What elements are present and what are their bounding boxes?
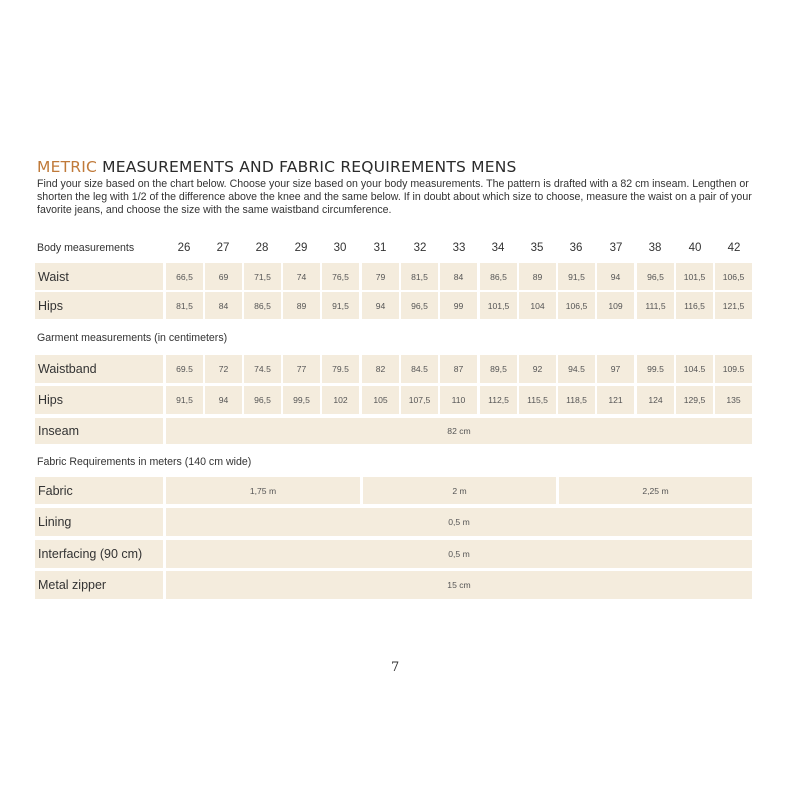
table-cell: 102 (322, 386, 359, 414)
table-cell: 74 (283, 263, 320, 290)
table-cell: 91,5 (166, 386, 203, 414)
size-label: 37 (609, 242, 623, 254)
inseam-label: Inseam (35, 418, 163, 444)
size-label: 28 (255, 242, 269, 254)
table-cell: 89,5 (480, 355, 517, 383)
table-cell: 71,5 (244, 263, 281, 290)
table-cell: 94 (205, 386, 242, 414)
table-cell: 79.5 (322, 355, 359, 383)
page-title (37, 158, 517, 176)
row-label: Waistband (35, 355, 163, 383)
metal-zipper-label: Metal zipper (35, 571, 163, 599)
table-cell: 66,5 (166, 263, 203, 290)
table-cell: 86,5 (480, 263, 517, 290)
size-label: 40 (688, 242, 702, 254)
size-label: 31 (373, 242, 387, 254)
table-cell: 135 (715, 386, 752, 414)
table-cell: 79 (362, 263, 399, 290)
table-cell: 94 (597, 263, 634, 290)
fabric-value-1: 1,75 m (166, 477, 360, 504)
table-cell: 129,5 (676, 386, 713, 414)
fabric-value-3: 2,25 m (559, 477, 752, 504)
table-cell: 99 (440, 292, 477, 319)
table-cell: 96,5 (401, 292, 438, 319)
table-cell: 74.5 (244, 355, 281, 383)
table-cell: 76,5 (322, 263, 359, 290)
lining-label: Lining (35, 508, 163, 536)
table-cell: 94 (362, 292, 399, 319)
table-cell: 92 (519, 355, 556, 383)
table-cell: 89 (519, 263, 556, 290)
table-cell: 112,5 (480, 386, 517, 414)
row-label: Waist (35, 263, 163, 290)
table-cell: 115,5 (519, 386, 556, 414)
size-label: 33 (452, 242, 466, 254)
fabric-requirements-label: Fabric Requirements in meters (140 cm wide) (37, 456, 252, 468)
metal-zipper-value: 15 cm (166, 571, 752, 599)
table-cell: 81,5 (401, 263, 438, 290)
table-cell: 111,5 (637, 292, 674, 319)
fabric-value-2: 2 m (363, 477, 556, 504)
size-label: 27 (216, 242, 230, 254)
lining-value: 0,5 m (166, 508, 752, 536)
interfacing-value: 0,5 m (166, 540, 752, 568)
table-cell: 99.5 (637, 355, 674, 383)
size-label: 29 (294, 242, 308, 254)
size-label: 38 (648, 242, 662, 254)
table-cell: 104 (519, 292, 556, 319)
size-label: 36 (569, 242, 583, 254)
table-cell: 124 (637, 386, 674, 414)
table-cell: 109.5 (715, 355, 752, 383)
table-cell: 97 (597, 355, 634, 383)
table-cell: 107,5 (401, 386, 438, 414)
body-measurements-label: Body measurements (37, 242, 135, 254)
size-label: 35 (530, 242, 544, 254)
table-cell: 84 (440, 263, 477, 290)
table-cell: 105 (362, 386, 399, 414)
inseam-value: 82 cm (166, 418, 752, 444)
garment-measurements-label: Garment measurements (in centimeters) (37, 332, 228, 344)
table-cell: 109 (597, 292, 634, 319)
table-cell: 121,5 (715, 292, 752, 319)
table-cell: 101,5 (676, 263, 713, 290)
table-cell: 89 (283, 292, 320, 319)
table-cell: 99,5 (283, 386, 320, 414)
table-cell: 118,5 (558, 386, 595, 414)
table-cell: 77 (283, 355, 320, 383)
table-cell: 86,5 (244, 292, 281, 319)
row-label: Hips (35, 292, 163, 319)
table-cell: 94.5 (558, 355, 595, 383)
table-cell: 87 (440, 355, 477, 383)
table-cell: 69.5 (166, 355, 203, 383)
row-label: Hips (35, 386, 163, 414)
fabric-label: Fabric (35, 477, 163, 504)
table-cell: 84 (205, 292, 242, 319)
table-cell: 101,5 (480, 292, 517, 319)
table-cell: 72 (205, 355, 242, 383)
interfacing-label: Interfacing (90 cm) (35, 540, 163, 568)
table-cell: 82 (362, 355, 399, 383)
table-cell: 116,5 (676, 292, 713, 319)
table-cell: 69 (205, 263, 242, 290)
table-cell: 96,5 (244, 386, 281, 414)
size-label: 30 (333, 242, 347, 254)
size-label: 34 (491, 242, 505, 254)
size-label: 26 (177, 242, 191, 254)
table-cell: 91,5 (558, 263, 595, 290)
table-cell: 110 (440, 386, 477, 414)
intro-paragraph: Find your size based on the chart below. Choose your size based on your body measurements. The pattern is drafted with a 82 cm inseam. Lengthen or shorten the leg with 1/2 of the difference above the knee and the same below. If in doubt about which size to choose, measure the waist on a pair of your favorite jeans, and choose the size with the same waistband circumference. (37, 178, 752, 217)
table-cell: 121 (597, 386, 634, 414)
table-cell: 91,5 (322, 292, 359, 319)
table-cell: 81,5 (166, 292, 203, 319)
title-accent: METRIC (37, 158, 97, 176)
table-cell: 104.5 (676, 355, 713, 383)
size-label: 32 (413, 242, 427, 254)
size-label: 42 (727, 242, 741, 254)
table-cell: 96,5 (637, 263, 674, 290)
page-number: 7 (391, 660, 400, 675)
title-rest: MEASUREMENTS AND FABRIC REQUIREMENTS MENS (97, 158, 517, 176)
table-cell: 106,5 (558, 292, 595, 319)
table-cell: 84.5 (401, 355, 438, 383)
table-cell: 106,5 (715, 263, 752, 290)
